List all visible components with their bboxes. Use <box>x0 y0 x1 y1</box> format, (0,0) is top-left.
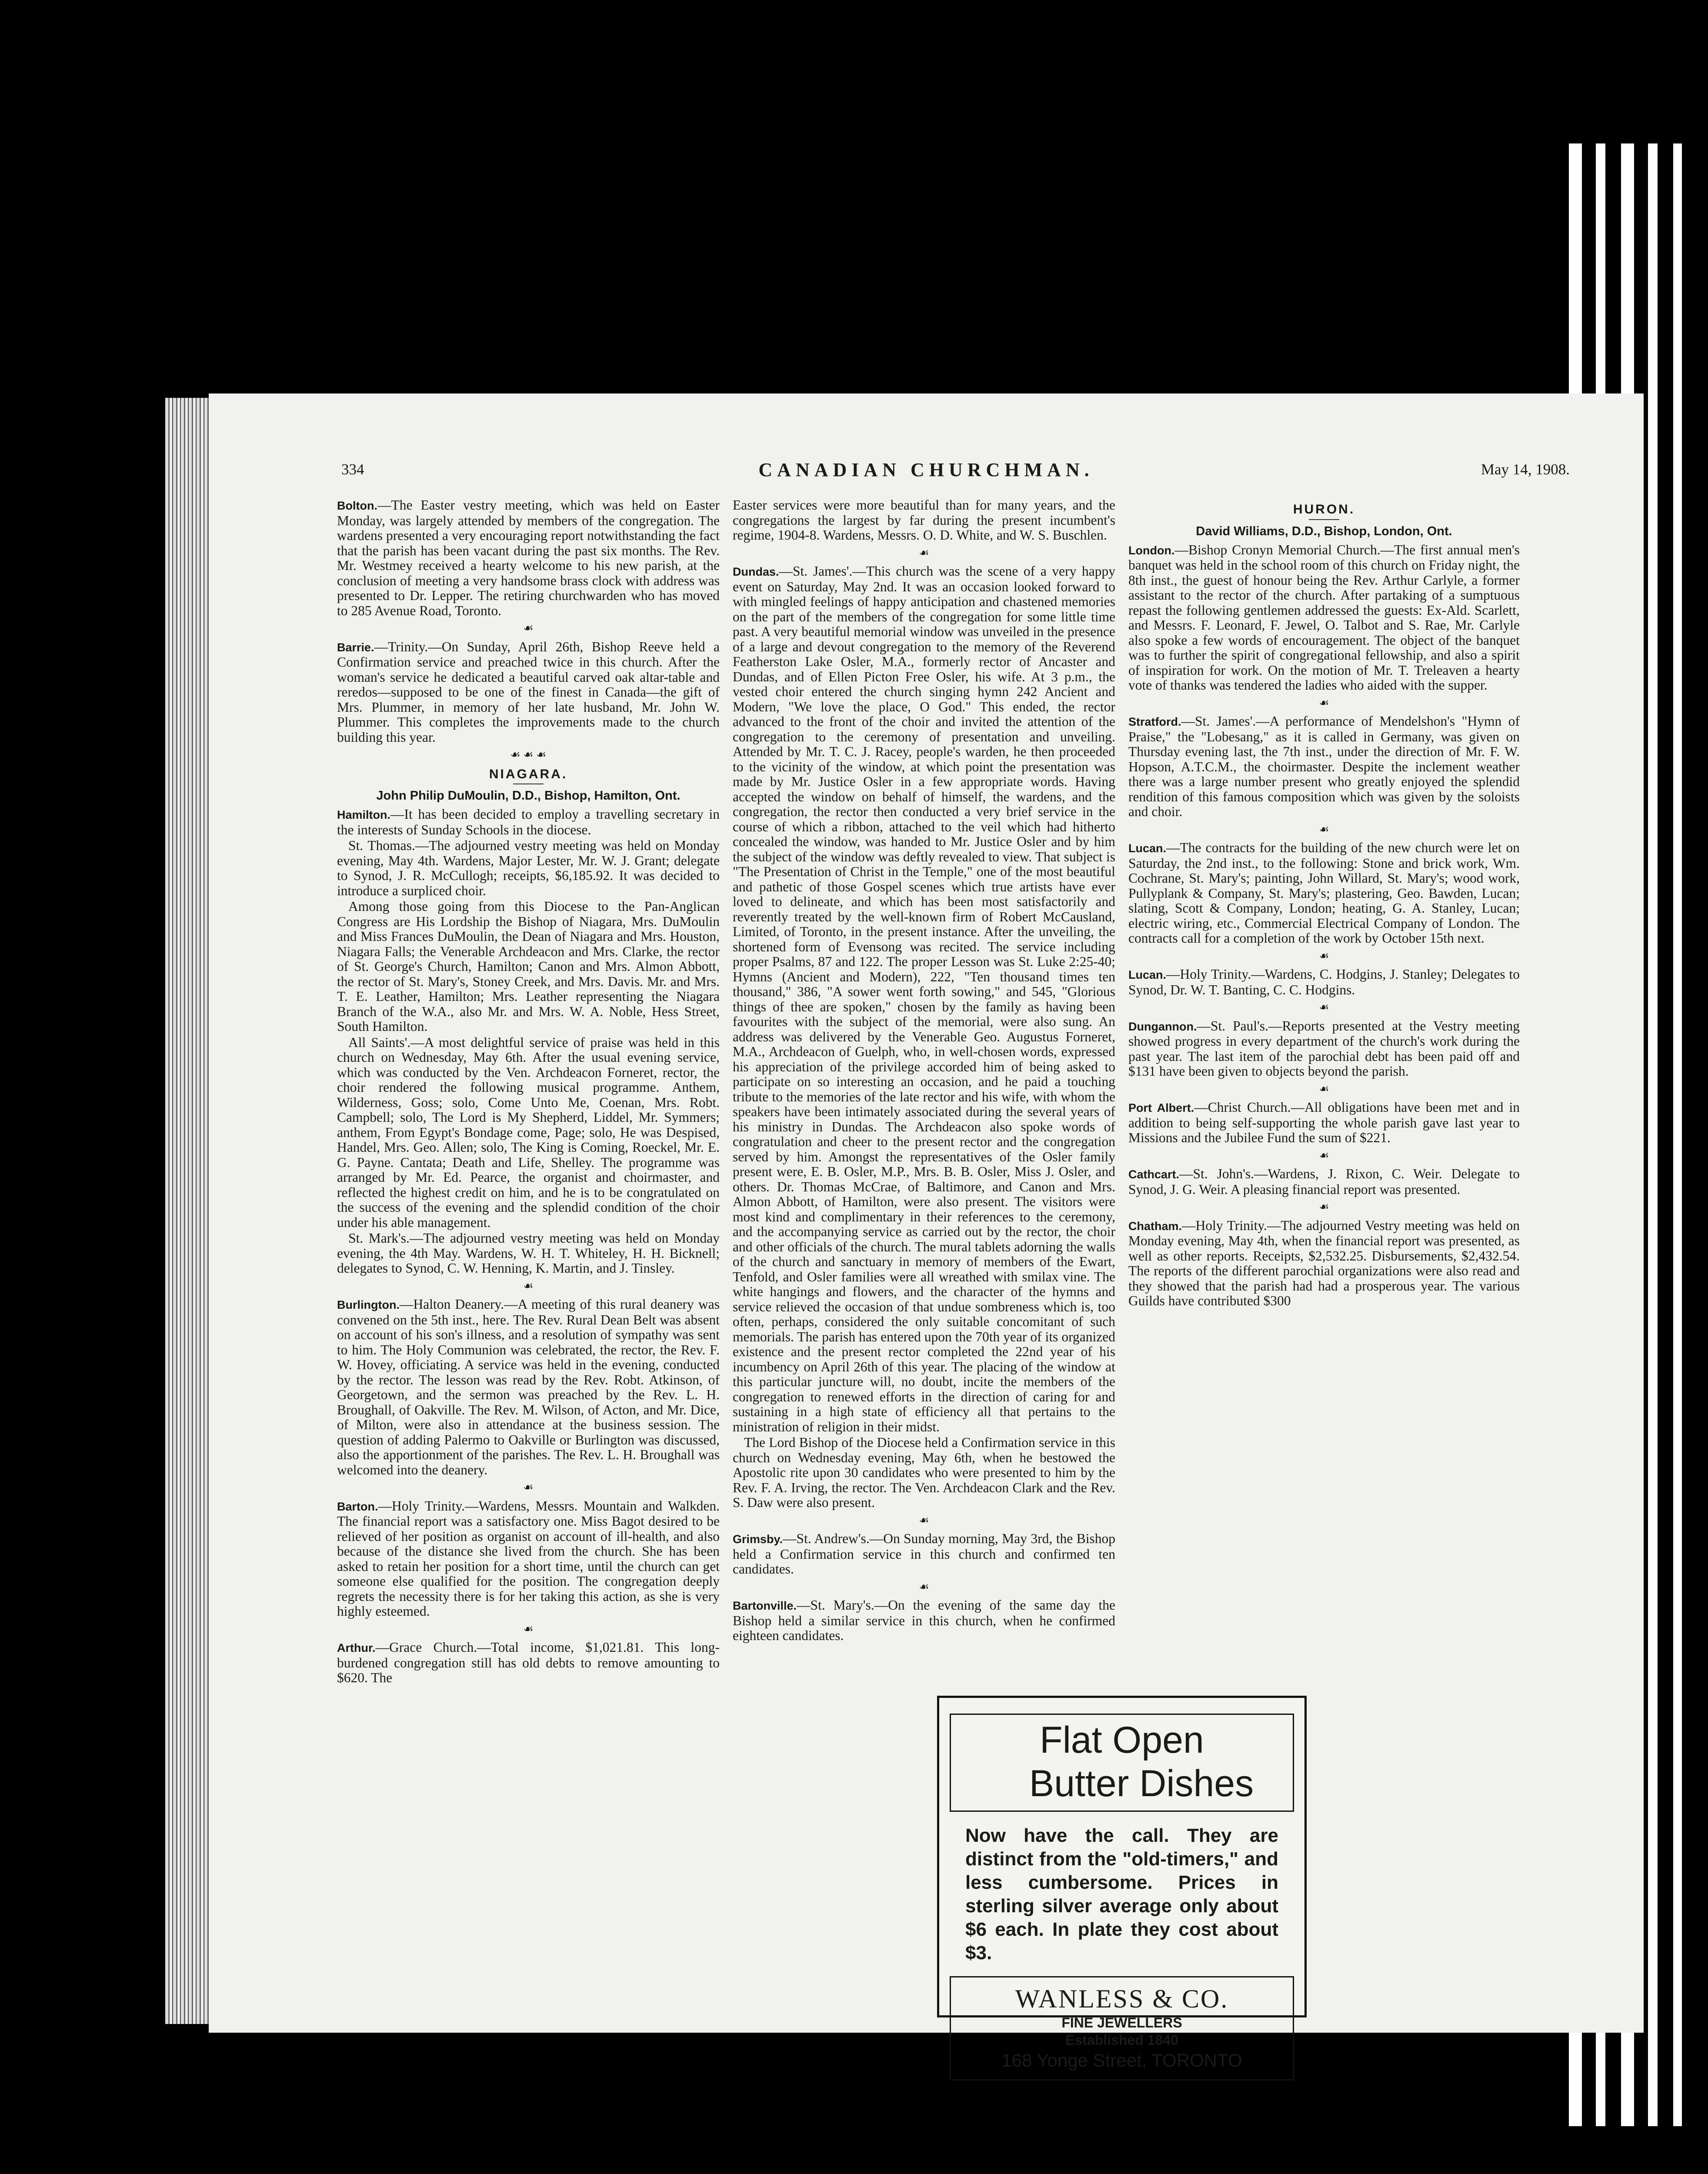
ad-headline <box>950 1714 1294 1812</box>
item-burlington: Burlington.—Halton Deanery.—A meeting of this rural deanery was convened on the 5th inst., here. The Rev. Rural Dean Belt was absent on account of his son's illness, and a resolution of sympathy was sent to him. The Holy Communion was celebrated, the rector, the Rev. F. W. Hovey, officiating. A service was held in the evening, conducted by the rector. The lesson was read by the Rev. Robt. Atkinson, of Georgetown, and the sermon was preached by the Rev. L. H. Broughall, of Oakville. The Rev. M. Wilson, of Acton, and Mr. Dice, of Milton, were also in attendance at the business session. The question of adding Palermo to Oakville or Burlington was discussed, also the apportionment of the parishes. The Rev. L. H. Broughall was welcomed into the deanery. <box>337 1297 720 1477</box>
item-lucan: Lucan.—The contracts for the building of the new church were let on Saturday, the 2nd inst., to the following: Stone and brick work, Wm. Cochrane, St. Mary's; painting, John Willard, St. Mary's; wood work, Pullyplank & Company, St. Mary's; plastering, Geo. Bawden, Lucan; slating, Scott & Company, London; heating, G. A. Stanley, Lucan; electric wiring, etc., Commercial Electrical Company of London. The contracts call for a completion of the work by October 15th next. <box>1128 840 1520 946</box>
item-pan-anglican: Among those going from this Diocese to the Pan-Anglican Congress are His Lordship the Bishop of Niagara, Mrs. DuMoulin and Miss Frances DuMoulin, the Dean of Niagara and Mrs. Houston, Niagara Falls; the Venerable Archdeacon and Mrs. Clarke, the rector of St. George's Church, Hamilton; Canon and Mrs. Almon Abbott, the rector of St. Mary's, Stoney Creek, and Mrs. Davis. Mr. and Mrs. T. E. Leather, Hamilton; Mrs. Leather representing the Niagara Branch of the W.A., also Mr. and Mrs. W. A. Noble, Hess Street, South Hamilton. <box>337 899 720 1034</box>
advertisement-wanless <box>937 1696 1307 2071</box>
item-easter-continued: Easter services were more beautiful than for many years, and the congregations the largest by far during the present incumbent's regime, 1904-8. Wardens, Messrs. O. D. White, and W. S. Buschlen. <box>733 498 1115 543</box>
ornament-icon: ☙ <box>1319 949 1329 962</box>
ornament-icon: ☙ <box>1319 1001 1329 1014</box>
ad-firm-trade: FINE JEWELLERS <box>1061 2015 1182 2031</box>
column-middle <box>733 498 1115 1644</box>
ad-firm-name: WANLESS & CO. <box>1015 1984 1229 2013</box>
item-st-thomas: St. Thomas.—The adjourned vestry meeting was held on Monday evening, May 4th. Wardens, Major Lester, Mr. W. J. Grant; delegate to Synod, J. R. McCullogh; receipts, $6,185.92. It was decided to introduce a surpliced choir. <box>337 838 720 898</box>
ornament-icon: ☙ <box>919 1580 929 1593</box>
triple-ornament-icon: ☙ ☙ ☙ <box>510 748 547 761</box>
item-dungannon: Dungannon.—St. Paul's.—Reports presented at the Vestry meeting showed progress in every department of the church's work during the past year. The last item of the parochial debt has been paid off and $131 have been given to objects beyond the parish. <box>1128 1018 1520 1079</box>
item-port-albert: Port Albert.—Christ Church.—All obligations have been met and in addition to being self-supporting the whole parish gave last year to Missions and the Jubilee Fund the sum of $221. <box>1128 1100 1520 1145</box>
item-all-saints: All Saints'.—A most delightful service of praise was held in this church on Wednesday, May 6th. After the usual evening service, which was conducted by the Ven. Archdeacon Forneret, rector, the choir rendered the following musical programme. Anthem, Wilderness, Goss; solo, Come Unto Me, Coenan, Mrs. Robt. Campbell; solo, The Lord is My Shepherd, Liddel, Mr. Symmers; anthem, From Egypt's Bondage come, Page; solo, He was Despised, Handel, Mrs. Geo. Allen; solo, The King is Coming, Roeckel, Mr. E. G. Payne. Cantata; Death and Life, Shelley. The programme was arranged by Mr. Ed. Pearce, the organist and choirmaster, and reflected the highest credit on him, and he is to be congratulated on the success of the evening and the splendid condition of the choir under his able management. <box>337 1034 720 1230</box>
item-london: London.—Bishop Cronyn Memorial Church.—The first annual men's banquet was held in the school room of this church on Friday night, the 8th inst., the guest of honour being the Rev. Arthur Carlyle, a former assistant to the rector of the church. After partaking of a sumptuous repast the following gentlemen addressed the guests: Ex-Ald. Scarlett, and Messrs. F. Leonard, F. Jewel, O. Talbot and S. Rae, Mr. Carlyle also spoke a few words of encouragement. The object of the banquet was to further the spirit of congregational fellowship, and also a spirit of inspiration for work. On the motion of Mr. T. Treleaven a hearty vote of thanks was tendered the ladies who aided with the supper. <box>1128 542 1520 693</box>
ornament-icon: ☙ <box>523 622 534 634</box>
ad-firm-address: 168 Yonge Street, TORONTO <box>1001 2050 1242 2071</box>
item-bartonville: Bartonville.—St. Mary's.—On the evening of the same day the Bishop held a similar service in this church, when he confirmed eighteen candidates. <box>733 1597 1115 1643</box>
bishop-line-niagara: John Philip DuMoulin, D.D., Bishop, Hamilton, Ont. <box>376 789 681 803</box>
ornament-icon: ☙ <box>1319 823 1329 836</box>
item-barton: Barton.—Holy Trinity.—Wardens, Messrs. Mountain and Walkden. The financial report was a satisfactory one. Miss Bagot desired to be relieved of her position as organist on account of ill-health, and also because of the distance she lived from the church. She has been asked to retain her position for a short time, until the church can get someone else qualified for the position. The congregation deeply regrets the necessity there is for her taking this action, as she is very highly esteemed. <box>337 1498 720 1619</box>
ad-body-text: Now have the call. They are distinct from the "old-timers," and less cumbersome. Prices in sterling silver average only about $6 each. In plate they cost about $3. <box>965 1825 1278 1964</box>
ad-firm-established: Established 1840 <box>1065 2032 1178 2048</box>
item-stratford: Stratford.—St. James'.—A performance of Mendelshon's "Hymn of Praise," the "Lobesang," as it is called in Germany, was given on Thursday evening last, the 7th inst., under the direction of Mr. F. W. Hopson, A.T.C.M., the choirmaster. Despite the inclement weather there was a large number present who greatly enjoyed the splendid rendition of this famous composition which was given by the soloists and choir. <box>1128 714 1520 819</box>
item-st-marks: St. Mark's.—The adjourned vestry meeting was held on Monday evening, the 4th May. Wardens, W. H. T. Whiteley, H. H. Bicknell; delegates to Synod, C. W. Henning, K. Martin, and J. Tinsley. <box>337 1230 720 1276</box>
ad-firm-box <box>950 1976 1294 2081</box>
section-heading-niagara: NIAGARA. <box>489 767 568 781</box>
item-lucan-holy-trinity: Lucan.—Holy Trinity.—Wardens, C. Hodgins, J. Stanley; Delegates to Synod, Dr. W. T. Banting, C. C. Hodgins. <box>1128 967 1520 997</box>
newspaper-page <box>209 393 1644 2071</box>
item-cathcart: Cathcart.—St. John's.—Wardens, J. Rixon, C. Weir. Delegate to Synod, J. G. Weir. A pleasing financial report was presented. <box>1128 1166 1520 1197</box>
ornament-icon: ☙ <box>919 1514 929 1527</box>
issue-date: May 14, 1908. <box>1481 461 1570 478</box>
ornament-icon: ☙ <box>1319 1082 1329 1095</box>
item-hamilton: Hamilton.—It has been decided to employ a travelling secretary in the interests of Sunday Schools in the diocese. <box>337 807 720 837</box>
ornament-icon: ☙ <box>523 1622 534 1635</box>
section-heading-huron: HURON. <box>1293 502 1355 517</box>
item-bolton: Bolton.—The Easter vestry meeting, which was held on Easter Monday, was largely attended by members of the congregation. The wardens presented a very encouraging report notwithstanding the fact that the parish has been vacant during the past six months. The Rev. Mr. Westmey received a hearty welcome to his new parish, at the conclusion of meeting a very handsome brass clock with address was presented to Dr. Lepper. The retiring churchwarden who has moved to 285 Avenue Road, Toronto. <box>337 498 720 618</box>
ad-headline-line2: Butter Dishes <box>1029 1763 1254 1804</box>
item-barrie: Barrie.—Trinity.—On Sunday, April 26th, Bishop Reeve held a Confirmation service and preached twice in this church. After the woman's service he dedicated a beautiful carved oak altar-table and reredos—supposed to be one of the finest in Canada—the gift of Mrs. Plummer, in memory of her late husband, Mr. John W. Plummer. This completes the improvements made to the church building this year. <box>337 639 720 745</box>
book-page-edges <box>165 398 209 2024</box>
column-right <box>1128 498 1520 1672</box>
item-grimsby: Grimsby.—St. Andrew's.—On Sunday morning, May 3rd, the Bishop held a Confirmation service in this church and confirmed ten candidates. <box>733 1531 1115 1577</box>
divider <box>1309 519 1339 520</box>
item-bishop-confirmation: The Lord Bishop of the Diocese held a Confirmation service in this church on Wednesday evening, May 6th, when he bestowed the Apostolic rite upon 30 candidates who were presented to him by the Rev. F. A. Irving, the rector. The Ven. Archdeacon Clark and the Rev. S. Daw were also present. <box>733 1435 1115 1510</box>
page-number: 334 <box>341 461 364 478</box>
ornament-icon: ☙ <box>1319 696 1329 709</box>
ornament-icon: ☙ <box>919 546 929 559</box>
item-arthur: Arthur.—Grace Church.—Total income, $1,021.81. This long-burdened congregation still has old debts to remove amounting to $620. The <box>337 1640 720 1685</box>
item-dundas: Dundas.—St. James'.—This church was the scene of a very happy event on Saturday, May 2nd. It was an occasion looked forward to with mingled feelings of happy anticipation and chastened memories on the part of the members of the congregation for some little time past. A very beautiful memorial window was unveiled in the presence of a large and devout congregation to the memory of the Reverend Featherston Lake Osler, M.A., formerly rector of Ancaster and Dundas, and of Ellen Picton Free Osler, his wife. At 3 p.m., the vested choir entered the church singing hymn 242 Ancient and Modern, "We love the place, O God." This ended, the rector advanced to the front of the choir and invited the attention of the congregation to the ceremony of presentation and unveiling. Attended by Mr. T. C. J. Racey, people's warden, he then proceeded to the vicinity of the window, at which point the presentation was made by Mr. Justice Osler in a few appropriate words. Having accepted the window on behalf of himself, the wardens, and the congregation, the rector then conducted a very brief service in the course of which a ribbon, attached to the veil which had hitherto concealed the window, was handed to Mr. Justice Osler and by him the subject of the window was deftly revealed to view. That subject is "The Presentation of Christ in the Temple," one of the most beautiful and pathetic of those Gospel scenes which true artists have ever loved to delineate, and which has been most satisfactorily and reverently treated by the well-known firm of Robert McCausland, Limited, of Toronto, in the present instance. After the unveiling, the shortened form of Evensong was recited. The service including proper Psalms, 87 and 122. The proper Lesson was St. Luke 2:25-40; Hymns (Ancient and Modern), 222, "Ten thousand times ten thousand," 386, "A sower went forth sowing," and 545, "Glorious things of thee are spoken," chosen by the family as having been favourites with the subject of the memorial, were also sung. An address was delivered by the Venerable Geo. Augustus Forneret, M.A., Archdeacon of Guelph, who, in well-chosen words, expressed his appreciation of the privilege accorded him of being asked to participate on so interesting an occasion, and he paid a touching tribute to the memories of the late rector and his wife, with whom the speakers have been intimately associated during the several years of his ministry in Dundas. The Archdeacon also spoke words of congratulation and cheer to the present rector and the congregation served by him. Amongst the representatives of the Osler family present were, E. B. Osler, M.P., Mrs. B. B. Osler, Miss J. Osler, and others. Dr. Thomas McCrae, of Baltimore, and Canon and Mrs. Almon Abbott, of Hamilton, were also present. The visitors were most kind and complimentary in their references to the ceremony, and the accompanying service as carried out by the rector, the choir and other officials of the church. The mural tablets adorning the walls of the church and sanctuary in memory of members of the Ewart, Tenfold, and Osler families were all wreathed with smilax vine. The white hangings and flowers, and the character of the hymns and service relieved the occasion of that undue sombreness which is, too often, perhaps, considered the only suitable concomitant of such memorials. The parish has entered upon the 70th year of its organized existence and the present rector completed the 22nd year of his incumbency on April 26th of this year. The placing of the window at this particular juncture will, no doubt, incite the members of the congregation to renewed efforts in the direction of caring for and sustaining in a high state of efficiency all that pertains to the ministration of religion in their midst. <box>733 564 1115 1434</box>
column-left <box>337 498 720 1687</box>
ornament-icon: ☙ <box>1319 1200 1329 1213</box>
ornament-icon: ☙ <box>523 1481 534 1494</box>
ad-headline-line1: Flat Open <box>1040 1719 1204 1761</box>
ornament-icon: ☙ <box>1319 1149 1329 1162</box>
masthead: CANADIAN CHURCHMAN. <box>758 459 1094 480</box>
bishop-line-huron: David Williams, D.D., Bishop, London, Ont. <box>1196 524 1452 538</box>
ornament-icon: ☙ <box>523 1279 534 1292</box>
item-chatham: Chatham.—Holy Trinity.—The adjourned Vestry meeting was held on Monday evening, May 4th, when the financial report was presented, as well as other reports. Receipts, $2,532.25. Disbursements, $2,432.54. The reports of the different parochial organizations were also read and they showed that the parish had had a prosperous year. The various Guilds have contributed $300 <box>1128 1217 1520 1308</box>
